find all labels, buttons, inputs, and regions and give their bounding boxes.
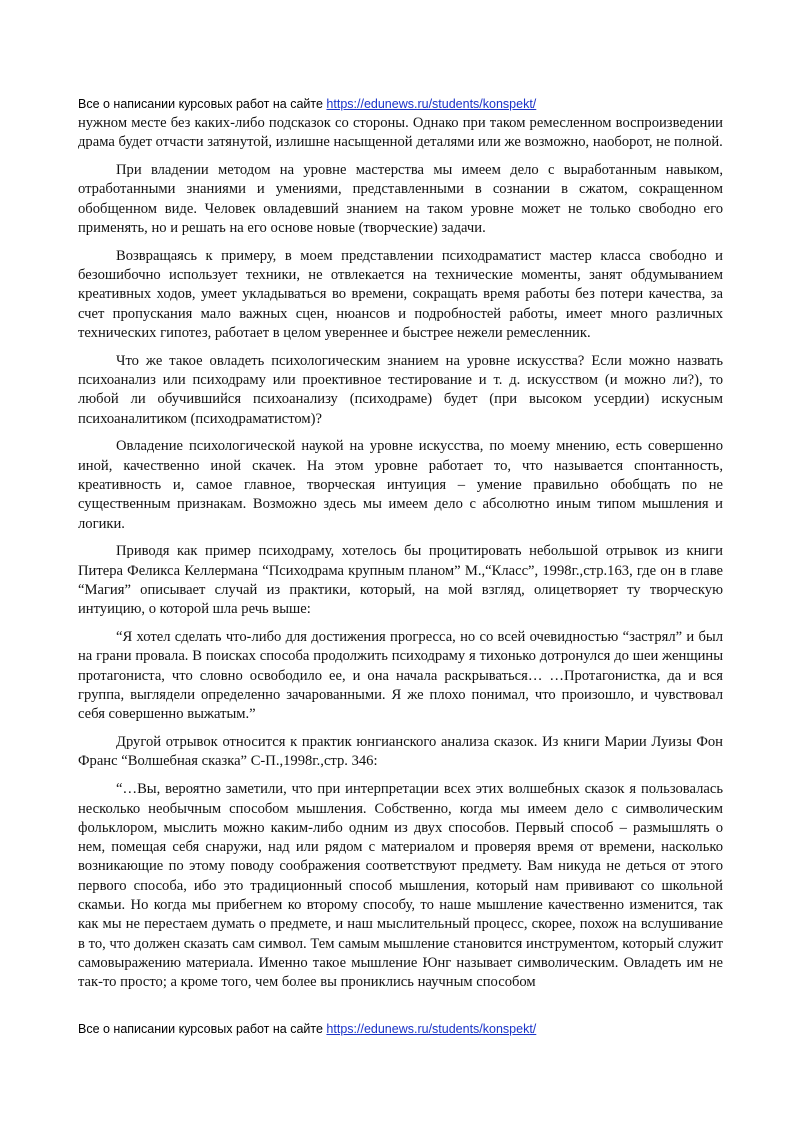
footer-banner-text: Все о написании курсовых работ на сайте bbox=[78, 1022, 327, 1036]
paragraph: При владении методом на уровне мастерства мы имеем дело с выработанным навыком, отработанными знаниями и умениями, представленными в сознании в сжатом, сокращенном обобщенном виде. Человек овладевший знанием на таком уровне может не только свободно его применять, но и решать на его основе новые (творческие) задачи. bbox=[78, 162, 723, 236]
document-body bbox=[78, 114, 723, 992]
header-banner-link[interactable]: https://edunews.ru/students/konspekt/ bbox=[326, 97, 537, 111]
paragraph: Овладение психологической наукой на уровне искусства, по моему мнению, есть совершенно иной, качественно иной скачек. На этом уровне работает то, что называется спонтанность, креативность и, самое главное, творческая интуиция – умение правильно обобщать по не существенным признакам. Возможно здесь мы имеем дело с абсолютно иным типом мышления и логики. bbox=[78, 438, 723, 532]
paragraph: Что же такое овладеть психологическим знанием на уровне искусства? Если можно назвать психоанализ или психодраму или проективное тестирование и т. д. искусством (и можно ли?), то любой ли обучившийся психоанализу (психодраме) будет (при высоком усердии) искусным психоаналитиком (психодраматистом)? bbox=[78, 352, 723, 427]
paragraph: Приводя как пример психодраму, хотелось бы процитировать небольшой отрывок из книги Питера Феликса Келлермана “Психодрама крупным планом” М.,“Класс”, 1998г.,стр.163, где он в главе “Магия” описывает случай из практики, который, на мой взгляд, олицетворяет ту творческую интуицию, о которой шла речь выше: bbox=[78, 543, 723, 618]
paragraph: Возвращаясь к примеру, в моем представлении психодраматист мастер класса свободно и безошибочно использует техники, не отвлекается на технические моменты, занят обдумыванием креативных ходов, умеет укладываться во времени, сокращать время работы без потери качества, за счет пропускания мало важных сцен, нюансов и подробностей работы, имеет много различных технических гипотез, работает в целом увереннее и быстрее нежели ремесленник. bbox=[78, 247, 723, 341]
quote-paragraph: “Я хотел сделать что-либо для достижения прогресса, но со всей очевидностью “застрял” и был на грани провала. В поисках способа продолжить психодраму я тихонько дотронулся до шеи женщины протагониста, что словно освободило ее, и она начала раскрываться… …Протагонистка, да и вся группа, выглядели определенно зачарованными. Я же плохо понимал, что произошло, и чувствовал себя совершенно выжатым.” bbox=[78, 629, 723, 723]
quote-paragraph: “…Вы, вероятно заметили, что при интерпретации всех этих волшебных сказок я пользовалась несколько необычным способом мышления. Собственно, когда мы имеем дело с символическим фольклором, мыслить можно каким-либо одним из двух способов. Первый способ – размышлять о нем, помещая себя снаружи, над или рядом с материалом и проверяя время от времени, насколько возникающие по этому поводу соображения соответствуют предмету. Вам никуда не деться от этого первого способа, ибо это традиционный способ мышления, который нам прививают со школьной скамьи. Но когда мы прибегнем ко второму способу, то наше мышление качественно изменится, так как мы не перестаем думать о предмете, и наш мыслительный процесс, скорее, похож на вслушивание в то, что должен сказать сам символ. Тем самым мышление становится инструментом, который служит самовыражению материала. Именно такое мышление Юнг называет символическим. Овладеть им не так-то просто; а кроме того, чем более вы прониклись научным способом bbox=[78, 781, 723, 991]
paragraph: Другой отрывок относится к практик юнгианского анализа сказок. Из книги Марии Луизы Фон Франс “Волшебная сказка” С-П.,1998г.,стр. 346: bbox=[78, 734, 723, 770]
footer-banner-link[interactable]: https://edunews.ru/students/konspekt/ bbox=[326, 1022, 537, 1036]
footer-banner bbox=[78, 1021, 536, 1037]
paragraph: нужном месте без каких-либо подсказок со стороны. Однако при таком ремесленном воспроизведении драма будет отчасти затянутой, излишне насыщенной деталями или же возможно, наоборот, не полной. bbox=[78, 115, 723, 151]
header-banner bbox=[78, 96, 536, 112]
header-banner-text: Все о написании курсовых работ на сайте bbox=[78, 97, 327, 111]
